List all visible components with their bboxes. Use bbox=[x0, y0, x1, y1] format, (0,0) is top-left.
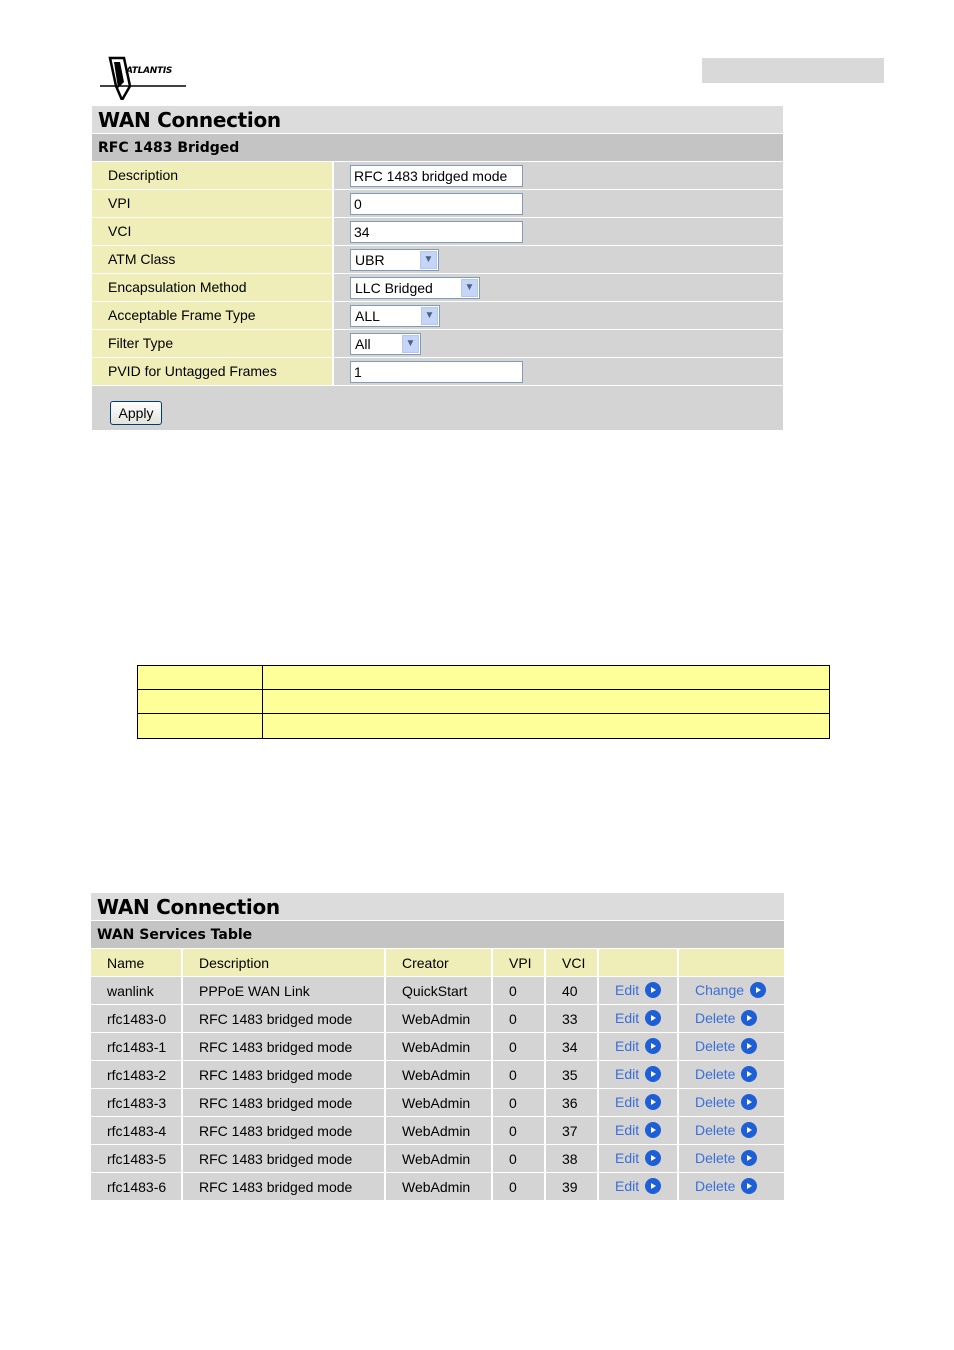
frame-type-value: ALL bbox=[355, 307, 380, 324]
edit-link[interactable] bbox=[615, 976, 661, 1004]
cell-vci: 34 bbox=[546, 1033, 599, 1060]
cell-creator: WebAdmin bbox=[386, 1117, 493, 1144]
col-header-name: Name bbox=[91, 949, 183, 976]
cell-action1 bbox=[599, 1005, 679, 1032]
cell-vpi: 0 bbox=[493, 1033, 546, 1060]
go-arrow-icon[interactable] bbox=[741, 1066, 757, 1082]
edit-link[interactable] bbox=[615, 1032, 661, 1060]
cell-name: rfc1483-0 bbox=[91, 1005, 183, 1032]
go-arrow-icon[interactable] bbox=[741, 1122, 757, 1138]
cell-creator: WebAdmin bbox=[386, 1173, 493, 1200]
cell-vci: 38 bbox=[546, 1145, 599, 1172]
cell-creator: WebAdmin bbox=[386, 1061, 493, 1088]
filter-type-value: All bbox=[355, 335, 371, 352]
chevron-down-icon[interactable]: ▼ bbox=[420, 251, 437, 269]
cell-action2 bbox=[679, 1173, 784, 1200]
cell-name: rfc1483-1 bbox=[91, 1033, 183, 1060]
col-header-creator: Creator bbox=[386, 949, 493, 976]
cell-vpi: 0 bbox=[493, 977, 546, 1004]
cell-description: RFC 1483 bridged mode bbox=[183, 1145, 386, 1172]
cell-creator: WebAdmin bbox=[386, 1145, 493, 1172]
filter-type-label: Filter Type bbox=[92, 330, 334, 357]
action2-link[interactable] bbox=[695, 1144, 757, 1172]
cell-action1 bbox=[599, 1089, 679, 1116]
edit-link-label: Edit bbox=[615, 1038, 640, 1054]
cell-description: RFC 1483 bridged mode bbox=[183, 1173, 386, 1200]
cell-vpi: 0 bbox=[493, 1117, 546, 1144]
chevron-down-icon[interactable]: ▼ bbox=[402, 335, 419, 353]
action2-link-label: Delete bbox=[695, 1178, 736, 1194]
cell-action1 bbox=[599, 1173, 679, 1200]
description-label: Description bbox=[92, 162, 334, 189]
row-filter-type bbox=[92, 330, 783, 358]
table-row bbox=[138, 666, 829, 690]
cell-description: RFC 1483 bridged mode bbox=[183, 1005, 386, 1032]
action2-link[interactable] bbox=[695, 1060, 757, 1088]
edit-link-label: Edit bbox=[615, 1066, 640, 1082]
row-vci bbox=[92, 218, 783, 246]
row-pvid bbox=[92, 358, 783, 386]
cell-name: wanlink bbox=[91, 977, 183, 1004]
go-arrow-icon[interactable] bbox=[741, 1178, 757, 1194]
table-row bbox=[91, 977, 784, 1005]
vci-label: VCI bbox=[92, 218, 334, 245]
pvid-input[interactable]: 1 bbox=[350, 361, 523, 383]
cell-vpi: 0 bbox=[493, 1145, 546, 1172]
table-row bbox=[138, 714, 829, 738]
cell-vci: 33 bbox=[546, 1005, 599, 1032]
action2-link-label: Delete bbox=[695, 1038, 736, 1054]
action2-link[interactable] bbox=[695, 976, 766, 1004]
atm-class-label: ATM Class bbox=[92, 246, 334, 273]
cell-name: rfc1483-3 bbox=[91, 1089, 183, 1116]
edit-link[interactable] bbox=[615, 1144, 661, 1172]
encapsulation-value: LLC Bridged bbox=[355, 279, 433, 296]
edit-link[interactable] bbox=[615, 1088, 661, 1116]
cell-action2 bbox=[679, 1117, 784, 1144]
cell-creator: WebAdmin bbox=[386, 1089, 493, 1116]
edit-link-label: Edit bbox=[615, 1094, 640, 1110]
table-row bbox=[91, 1005, 784, 1033]
go-arrow-icon[interactable] bbox=[750, 982, 766, 998]
action2-link-label: Delete bbox=[695, 1094, 736, 1110]
cell-vpi: 0 bbox=[493, 1005, 546, 1032]
cell-name: rfc1483-6 bbox=[91, 1173, 183, 1200]
edit-link[interactable] bbox=[615, 1004, 661, 1032]
cell-action2 bbox=[679, 1033, 784, 1060]
cell-action1 bbox=[599, 1061, 679, 1088]
cell-action1 bbox=[599, 1033, 679, 1060]
atm-class-value: UBR bbox=[355, 251, 385, 268]
edit-link-label: Edit bbox=[615, 982, 640, 998]
cell-action2 bbox=[679, 1061, 784, 1088]
cell-name: rfc1483-5 bbox=[91, 1145, 183, 1172]
header-bar bbox=[702, 58, 884, 83]
go-arrow-icon[interactable] bbox=[645, 982, 661, 998]
cell-description: RFC 1483 bridged mode bbox=[183, 1117, 386, 1144]
atm-class-select[interactable] bbox=[350, 249, 439, 271]
edit-link-label: Edit bbox=[615, 1178, 640, 1194]
section-subtitle: WAN Services Table bbox=[91, 921, 784, 949]
cell-vpi: 0 bbox=[493, 1061, 546, 1088]
frame-type-label: Acceptable Frame Type bbox=[92, 302, 334, 329]
cell-vci: 40 bbox=[546, 977, 599, 1004]
action2-link-label: Change bbox=[695, 982, 745, 998]
cell-description: RFC 1483 bridged mode bbox=[183, 1089, 386, 1116]
table-row bbox=[91, 1089, 784, 1117]
cell-vci: 35 bbox=[546, 1061, 599, 1088]
go-arrow-icon[interactable] bbox=[645, 1010, 661, 1026]
table-row bbox=[91, 1173, 784, 1201]
edit-link[interactable] bbox=[615, 1060, 661, 1088]
go-arrow-icon[interactable] bbox=[741, 1010, 757, 1026]
table-row bbox=[91, 1061, 784, 1089]
frame-type-select[interactable] bbox=[350, 305, 440, 327]
row-frame-type bbox=[92, 302, 783, 330]
action2-link-label: Delete bbox=[695, 1150, 736, 1166]
cell-action2 bbox=[679, 1005, 784, 1032]
action2-link-label: Delete bbox=[695, 1010, 736, 1026]
go-arrow-icon[interactable] bbox=[741, 1150, 757, 1166]
page-title: WAN Connection bbox=[92, 106, 783, 134]
go-arrow-icon[interactable] bbox=[645, 1066, 661, 1082]
go-arrow-icon[interactable] bbox=[741, 1038, 757, 1054]
cell-vpi: 0 bbox=[493, 1173, 546, 1200]
col-header-action2 bbox=[679, 949, 784, 976]
cell-creator: WebAdmin bbox=[386, 1005, 493, 1032]
cell-vpi: 0 bbox=[493, 1089, 546, 1116]
cell-vci: 39 bbox=[546, 1173, 599, 1200]
cell-vci: 37 bbox=[546, 1117, 599, 1144]
cell-name: rfc1483-4 bbox=[91, 1117, 183, 1144]
row-encapsulation bbox=[92, 274, 783, 302]
apply-button[interactable]: Apply bbox=[110, 401, 162, 425]
col-header-vci: VCI bbox=[546, 949, 599, 976]
vci-input[interactable]: 34 bbox=[350, 221, 523, 243]
cell-description: PPPoE WAN Link bbox=[183, 977, 386, 1004]
edit-link-label: Edit bbox=[615, 1010, 640, 1026]
edit-link-label: Edit bbox=[615, 1122, 640, 1138]
go-arrow-icon[interactable] bbox=[741, 1094, 757, 1110]
table-row bbox=[91, 1117, 784, 1145]
action2-link[interactable] bbox=[695, 1004, 757, 1032]
table-row bbox=[138, 690, 829, 714]
wan-services-panel bbox=[91, 893, 784, 1201]
empty-yellow-table bbox=[137, 665, 830, 739]
cell-description: RFC 1483 bridged mode bbox=[183, 1033, 386, 1060]
pvid-label: PVID for Untagged Frames bbox=[92, 358, 334, 385]
table-row bbox=[91, 1033, 784, 1061]
cell-action1 bbox=[599, 1117, 679, 1144]
action2-link[interactable] bbox=[695, 1116, 757, 1144]
vpi-input[interactable]: 0 bbox=[350, 193, 523, 215]
cell-action1 bbox=[599, 1145, 679, 1172]
encapsulation-label: Encapsulation Method bbox=[92, 274, 334, 301]
cell-creator: WebAdmin bbox=[386, 1033, 493, 1060]
chevron-down-icon[interactable]: ▼ bbox=[461, 279, 478, 297]
col-header-description: Description bbox=[183, 949, 386, 976]
chevron-down-icon[interactable]: ▼ bbox=[421, 307, 438, 325]
cell-vci: 36 bbox=[546, 1089, 599, 1116]
action2-link-label: Delete bbox=[695, 1122, 736, 1138]
col-header-action1 bbox=[599, 949, 679, 976]
cell-name: rfc1483-2 bbox=[91, 1061, 183, 1088]
logo-brand-text: ATLANTIS bbox=[126, 66, 173, 76]
row-atm-class bbox=[92, 246, 783, 274]
cell-creator: QuickStart bbox=[386, 977, 493, 1004]
col-header-vpi: VPI bbox=[493, 949, 546, 976]
filter-type-select[interactable] bbox=[350, 333, 421, 355]
cell-action2 bbox=[679, 977, 784, 1004]
page-title: WAN Connection bbox=[91, 893, 784, 921]
cell-action1 bbox=[599, 977, 679, 1004]
row-vpi bbox=[92, 190, 783, 218]
encapsulation-select[interactable] bbox=[350, 277, 480, 299]
edit-link[interactable] bbox=[615, 1172, 661, 1200]
edit-link[interactable] bbox=[615, 1116, 661, 1144]
description-input[interactable]: RFC 1483 bridged mode bbox=[350, 165, 523, 187]
section-subtitle: RFC 1483 Bridged bbox=[92, 134, 783, 162]
action2-link[interactable] bbox=[695, 1032, 757, 1060]
cell-action2 bbox=[679, 1089, 784, 1116]
table-row bbox=[91, 1145, 784, 1173]
apply-area bbox=[92, 386, 783, 430]
go-arrow-icon[interactable] bbox=[645, 1178, 661, 1194]
atlantis-logo bbox=[100, 56, 186, 100]
go-arrow-icon[interactable] bbox=[645, 1122, 661, 1138]
table-header-row bbox=[91, 949, 784, 977]
vpi-label: VPI bbox=[92, 190, 334, 217]
row-description bbox=[92, 162, 783, 190]
go-arrow-icon[interactable] bbox=[645, 1150, 661, 1166]
cell-action2 bbox=[679, 1145, 784, 1172]
action2-link-label: Delete bbox=[695, 1066, 736, 1082]
wan-connection-form-panel bbox=[92, 106, 783, 430]
go-arrow-icon[interactable] bbox=[645, 1094, 661, 1110]
action2-link[interactable] bbox=[695, 1172, 757, 1200]
cell-description: RFC 1483 bridged mode bbox=[183, 1061, 386, 1088]
go-arrow-icon[interactable] bbox=[645, 1038, 661, 1054]
edit-link-label: Edit bbox=[615, 1150, 640, 1166]
action2-link[interactable] bbox=[695, 1088, 757, 1116]
